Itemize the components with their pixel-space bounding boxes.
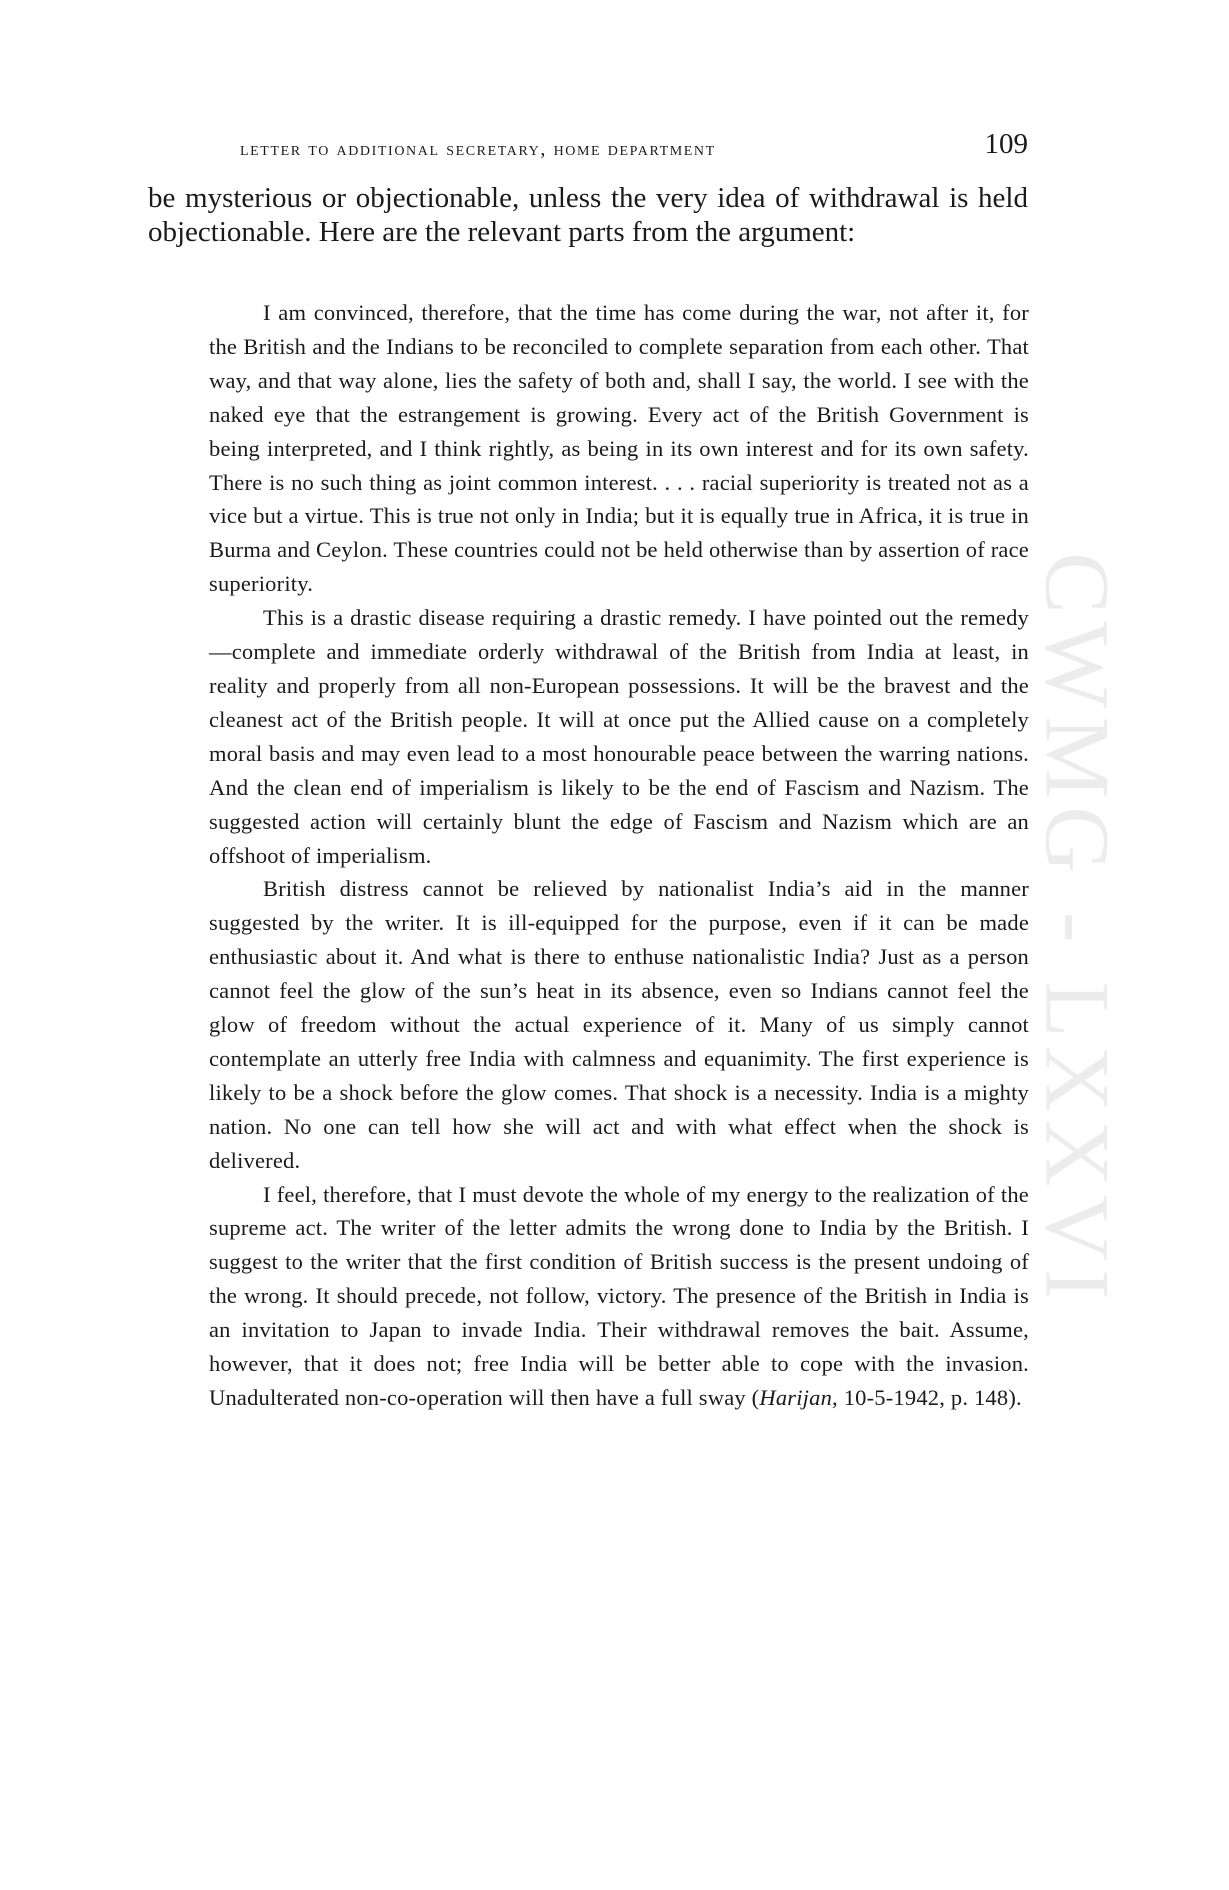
watermark bbox=[1027, 350, 1130, 1510]
page-number: 109 bbox=[984, 128, 1028, 160]
quote-paragraph-3: British distress cannot be relieved by nationalist India’s aid in the manner suggested by the writer. It is ill-equipped for the purpose, even if it can be made enthusiastic about it. And what is there to enthuse nationalistic India? Just as a person cannot feel the glow of the sun’s heat in its absence, even so Indians cannot feel the glow of freedom without the actual experience of it. Many of us simply cannot contemplate an utterly free India with calmness and equanimity. The first experience is likely to be a shock before the glow comes. That shock is a necessity. India is a mighty nation. No one can tell how she will act and with what effect when the shock is delivered. bbox=[209, 876, 1029, 1173]
quote-paragraph-1: I am convinced, therefore, that the time has come during the war, not after it, for the British and the Indians to be reconciled to complete separation from each other. That way, and that way alone, lies the safety of both and, shall I say, the world. I see with the naked eye that the estrangement is growing. Every act of the British Government is being interpreted, and I think rightly, as being in its own interest and for its own safety. There is no such thing as joint common interest. . . . racial superiority is treated not as a vice but a virtue. This is true not only in India; but it is equally true in Africa, it is true in Burma and Ceylon. These countries could not be held otherwise than by assertion of race superiority. bbox=[209, 300, 1029, 597]
quote-paragraph-4-text: I feel, therefore, that I must devote the whole of my energy to the realization of the supreme act. The writer of the letter admits the wrong done to India by the British. I suggest to the writer that the first condition of British success is the present undoing of the wrong. It should precede, not follow, victory. The presence of the British in India is an invitation to Japan to invade India. Their withdrawal removes the bait. Assume, however, that it does not; free India will be better able to cope with the invasion. Unadulterated non-co-operation will then have a full sway ( bbox=[209, 1181, 1029, 1410]
block-quote bbox=[209, 296, 1029, 1415]
citation-details: , 10-5-1942, p. 148). bbox=[832, 1385, 1022, 1410]
watermark-text: CWMG - LXXVI bbox=[1027, 552, 1130, 1308]
quote-paragraph-4 bbox=[209, 1178, 1029, 1415]
intro-paragraph: be mysterious or objectionable, unless the very idea of withdrawal is held objectionable. Here are the relevant parts from the argument: bbox=[148, 182, 1028, 248]
citation-source: Harijan bbox=[759, 1385, 833, 1410]
quote-paragraph-2: This is a drastic disease requiring a drastic remedy. I have pointed out the remedy—complete and immediate orderly withdrawal of the British from India at least, in reality and properly from all non-European possessions. It will be the bravest and the cleanest act of the British people. It will at once put the Allied cause on a completely moral basis and may even lead to a most honourable peace between the warring nations. And the clean end of imperialism is likely to be the end of Fascism and Nazism. The suggested action will certainly blunt the edge of Fascism and Nazism which are an offshoot of imperialism. bbox=[209, 605, 1029, 868]
page-header bbox=[148, 128, 1028, 168]
running-head: letter to additional secretary, home department bbox=[240, 138, 716, 160]
